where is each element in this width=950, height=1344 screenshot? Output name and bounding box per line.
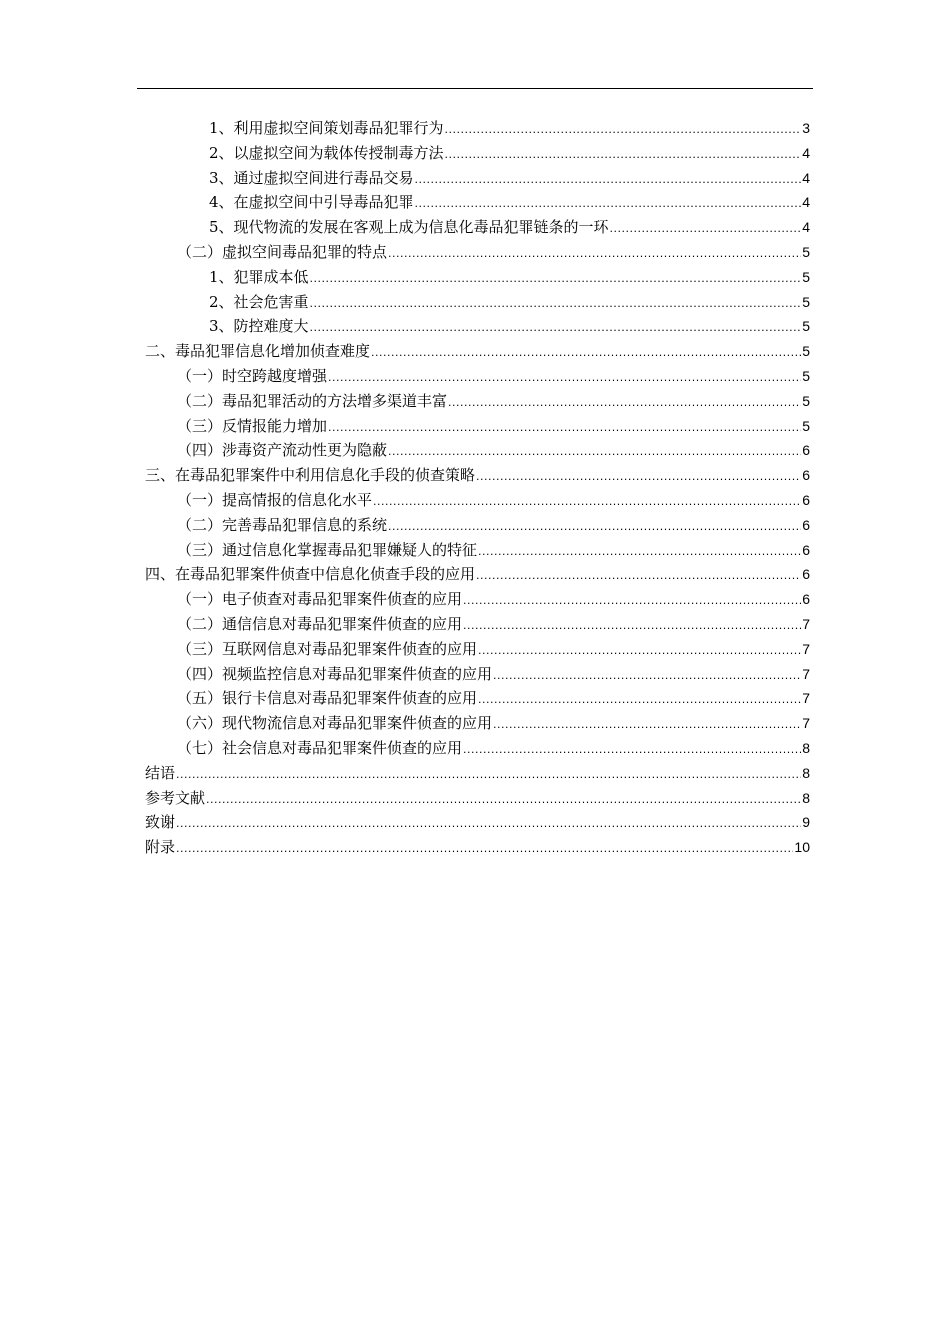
toc-entry-page-number: 7 bbox=[802, 690, 810, 707]
toc-dot-leader bbox=[310, 316, 802, 341]
toc-dot-leader bbox=[176, 812, 801, 837]
toc-dot-leader bbox=[476, 465, 801, 490]
toc-entry-title: 结语 bbox=[145, 763, 176, 782]
toc-entry-page-number: 5 bbox=[802, 293, 810, 310]
toc-entry-page-number: 7 bbox=[802, 715, 810, 732]
header-rule bbox=[137, 88, 813, 89]
table-of-contents bbox=[145, 116, 810, 860]
toc-entry[interactable] bbox=[145, 637, 810, 662]
toc-dot-leader bbox=[328, 366, 801, 391]
toc-entry-title: 1、利用虚拟空间策划毒品犯罪行为 bbox=[209, 119, 444, 137]
toc-dot-leader bbox=[388, 242, 801, 267]
toc-entry[interactable] bbox=[145, 736, 810, 761]
toc-entry[interactable] bbox=[145, 488, 810, 513]
toc-entry[interactable] bbox=[145, 339, 810, 364]
toc-dot-leader bbox=[478, 688, 801, 713]
toc-dot-leader bbox=[176, 837, 793, 862]
toc-entry[interactable] bbox=[145, 835, 810, 860]
toc-entry[interactable] bbox=[145, 141, 810, 166]
toc-entry-title: 5、现代物流的发展在客观上成为信息化毒品犯罪链条的一环 bbox=[209, 218, 609, 237]
toc-entry[interactable] bbox=[145, 612, 810, 637]
toc-dot-leader bbox=[206, 788, 801, 813]
toc-entry[interactable] bbox=[145, 587, 810, 612]
toc-entry[interactable] bbox=[145, 166, 810, 191]
toc-entry-page-number: 7 bbox=[802, 665, 810, 682]
toc-entry-page-number: 6 bbox=[802, 442, 810, 459]
toc-entry[interactable] bbox=[145, 562, 810, 587]
toc-entry-page-number: 3 bbox=[802, 120, 810, 136]
toc-dot-leader bbox=[310, 292, 802, 317]
toc-entry-title: 2、以虚拟空间为载体传授制毒方法 bbox=[209, 143, 444, 162]
toc-entry-title: （五）银行卡信息对毒品犯罪案件侦查的应用 bbox=[177, 689, 478, 708]
toc-dot-leader bbox=[388, 440, 801, 465]
toc-entry-title: （二）完善毒品犯罪信息的系统 bbox=[177, 515, 388, 534]
toc-entry-title: 2、社会危害重 bbox=[209, 292, 309, 311]
toc-entry-title: （三）互联网信息对毒品犯罪案件侦查的应用 bbox=[177, 639, 478, 658]
toc-dot-leader bbox=[415, 168, 802, 193]
toc-entry[interactable] bbox=[145, 389, 810, 414]
toc-entry-title: （六）现代物流信息对毒品犯罪案件侦查的应用 bbox=[177, 714, 493, 733]
toc-dot-leader bbox=[415, 192, 802, 217]
toc-dot-leader bbox=[463, 738, 801, 763]
toc-entry-page-number: 4 bbox=[802, 169, 810, 186]
toc-entry-page-number: 6 bbox=[802, 591, 810, 608]
toc-entry[interactable] bbox=[145, 513, 810, 538]
toc-entry-title: （四）视频监控信息对毒品犯罪案件侦查的应用 bbox=[177, 664, 493, 683]
toc-dot-leader bbox=[445, 118, 802, 143]
toc-entry-title: （三）反情报能力增加 bbox=[177, 416, 328, 435]
toc-entry[interactable] bbox=[145, 414, 810, 439]
toc-dot-leader bbox=[493, 664, 801, 689]
toc-entry[interactable] bbox=[145, 662, 810, 687]
toc-entry-page-number: 5 bbox=[802, 417, 810, 434]
toc-entry-title: （四）涉毒资产流动性更为隐蔽 bbox=[177, 441, 388, 460]
toc-entry-page-number: 8 bbox=[802, 739, 810, 756]
toc-entry-title: （一）电子侦查对毒品犯罪案件侦查的应用 bbox=[177, 590, 463, 609]
toc-entry[interactable] bbox=[145, 290, 810, 315]
toc-entry-page-number: 5 bbox=[802, 343, 810, 360]
toc-dot-leader bbox=[373, 490, 801, 515]
toc-entry[interactable] bbox=[145, 761, 810, 786]
toc-entry-page-number: 4 bbox=[802, 144, 810, 161]
toc-dot-leader bbox=[478, 639, 801, 664]
toc-dot-leader bbox=[310, 267, 802, 292]
toc-dot-leader bbox=[478, 540, 801, 565]
toc-entry[interactable] bbox=[145, 265, 810, 290]
toc-entry-title: 3、防控难度大 bbox=[209, 317, 309, 336]
toc-dot-leader bbox=[476, 564, 801, 589]
toc-entry[interactable] bbox=[145, 215, 810, 240]
toc-entry-title: （一）提高情报的信息化水平 bbox=[177, 490, 373, 509]
toc-entry-page-number: 6 bbox=[802, 516, 810, 533]
toc-entry-title: （二）毒品犯罪活动的方法增多渠道丰富 bbox=[177, 391, 448, 410]
toc-entry-title: （二）通信信息对毒品犯罪案件侦查的应用 bbox=[177, 614, 463, 633]
toc-dot-leader bbox=[493, 713, 801, 738]
toc-entry-page-number: 5 bbox=[802, 367, 810, 384]
toc-entry[interactable] bbox=[145, 686, 810, 711]
toc-entry-title: （一）时空跨越度增强 bbox=[177, 366, 328, 385]
toc-entry[interactable] bbox=[145, 438, 810, 463]
toc-dot-leader bbox=[388, 515, 801, 540]
toc-entry[interactable] bbox=[145, 240, 810, 265]
toc-dot-leader bbox=[176, 763, 801, 788]
toc-entry-page-number: 4 bbox=[802, 194, 810, 211]
toc-dot-leader bbox=[371, 341, 801, 366]
toc-entry-title: （七）社会信息对毒品犯罪案件侦查的应用 bbox=[177, 738, 463, 757]
toc-entry-title: 二、毒品犯罪信息化增加侦查难度 bbox=[145, 342, 371, 361]
toc-entry-page-number: 7 bbox=[802, 615, 810, 632]
toc-entry-title: 3、通过虚拟空间进行毒品交易 bbox=[209, 168, 414, 187]
toc-entry-title: 三、在毒品犯罪案件中利用信息化手段的侦查策略 bbox=[145, 466, 476, 485]
toc-entry-page-number: 6 bbox=[802, 467, 810, 484]
toc-entry-page-number: 4 bbox=[802, 219, 810, 236]
toc-entry-page-number: 6 bbox=[802, 566, 810, 583]
toc-dot-leader bbox=[463, 614, 801, 639]
toc-entry-title: 四、在毒品犯罪案件侦查中信息化侦查手段的应用 bbox=[145, 565, 476, 584]
toc-entry-title: 致谢 bbox=[145, 813, 176, 832]
toc-entry-page-number: 5 bbox=[802, 318, 810, 335]
toc-entry[interactable] bbox=[145, 810, 810, 835]
toc-entry-page-number: 8 bbox=[802, 789, 810, 806]
toc-entry[interactable] bbox=[145, 786, 810, 811]
toc-entry-page-number: 7 bbox=[802, 640, 810, 657]
toc-entry-title: 附录 bbox=[145, 838, 176, 857]
toc-entry-page-number: 6 bbox=[802, 541, 810, 558]
toc-dot-leader bbox=[610, 217, 802, 242]
toc-dot-leader bbox=[448, 391, 801, 416]
toc-entry-title: 4、在虚拟空间中引导毒品犯罪 bbox=[209, 193, 414, 212]
toc-entry-page-number: 6 bbox=[802, 491, 810, 508]
toc-entry-title: （三）通过信息化掌握毒品犯罪嫌疑人的特征 bbox=[177, 540, 478, 559]
toc-entry-page-number: 5 bbox=[802, 243, 810, 260]
toc-entry[interactable] bbox=[145, 711, 810, 736]
toc-entry-title: 1、犯罪成本低 bbox=[209, 267, 309, 286]
toc-dot-leader bbox=[328, 416, 801, 441]
toc-entry[interactable] bbox=[145, 463, 810, 488]
toc-entry-page-number: 9 bbox=[802, 814, 810, 831]
toc-entry-page-number: 8 bbox=[802, 764, 810, 781]
toc-dot-leader bbox=[463, 589, 801, 614]
toc-dot-leader bbox=[445, 143, 802, 168]
toc-entry[interactable] bbox=[145, 364, 810, 389]
toc-entry[interactable] bbox=[145, 538, 810, 563]
toc-entry-page-number: 5 bbox=[802, 268, 810, 285]
toc-entry[interactable] bbox=[145, 116, 810, 141]
toc-entry-title: 参考文献 bbox=[145, 788, 206, 807]
toc-entry-title: （二）虚拟空间毒品犯罪的特点 bbox=[177, 242, 388, 261]
toc-entry[interactable] bbox=[145, 190, 810, 215]
toc-entry-page-number: 5 bbox=[802, 392, 810, 409]
toc-entry-page-number: 10 bbox=[794, 839, 810, 856]
toc-entry[interactable] bbox=[145, 314, 810, 339]
